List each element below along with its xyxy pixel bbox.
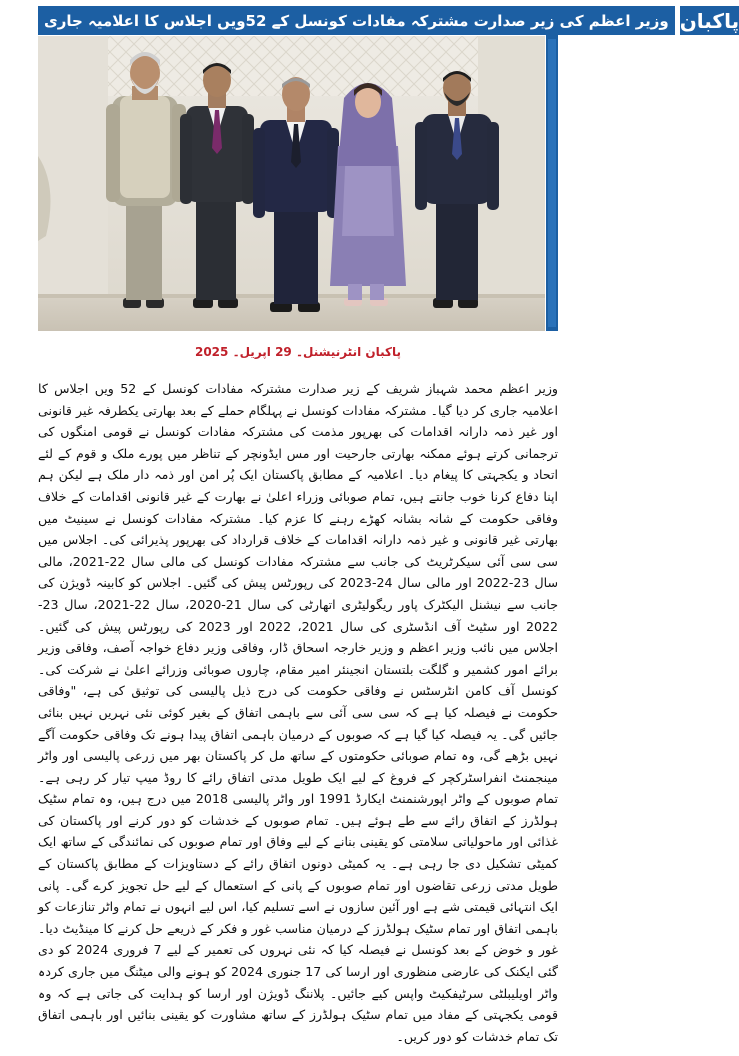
group-photo xyxy=(38,36,545,331)
side-stripe xyxy=(546,35,558,331)
group-photo-icon xyxy=(38,36,545,331)
brand-label: پاکبان xyxy=(678,6,739,35)
photo-caption: پاکبان انٹرنیشنل۔ 29 اپریل۔ 2025 xyxy=(194,345,402,359)
header-bar xyxy=(38,6,739,35)
headline: وزیر اعظم کی زیر صدارت مشترکہ مفادات کونسل کے 52ویں اجلاس کا اعلامیہ جاری xyxy=(38,6,675,35)
article-body: وزیر اعظم محمد شہباز شریف کے زیر صدارت مشترکہ مفادات کونسل کے 52 ویں اجلاس کا اعلامیہ جاری کر دیا گیا۔ مشترکہ مفادات کونسل نے پہلگام حملے کے بعد بھارتی یکطرفہ غیر قانونی اور غیر ذمہ دارانہ اقدامات کی بھرپور مذمت کی مشترکہ مفادات کونسل نے قومی امنگوں کی ترجمانی کرتے ہوئے ممکنہ بھارتی جارحیت اور مس ایڈونچر کے تناظر میں پورے ملک و قوم کے لئے اتحاد و یکجہتی کا پیغام دیا۔ اعلامیہ کے مطابق پاکستان ایک پُر امن اور ذمہ دار ملک ہے لیکن ہم اپنا دفاع کرنا خوب جانتے ہیں، تمام صوبائی وزراء اعلیٰ نے بھارت کے غیر قانونی اقدامات کے خلاف وفاقی حکومت کے شانہ بشانہ کھڑے رہنے کا عزم کیا۔ مشترکہ مفادات کونسل نے سینیٹ میں بھارتی غیر قانونی و غیر ذمہ دارانہ اقدامات کے خلاف قرارداد کی بھرپور پذیرائی کی۔ اجلاس میں سی سی آئی سیکرٹریٹ کی جانب سے مشترکہ مفادات کونسل کی مالی سال 22-2021، مالی سال 23-2022 اور مالی سال 24-2023 کی رپورٹس پیش کی گئیں۔ اجلاس کو کابینہ ڈویژن کی جانب سے نیشنل الیکٹرک پاور ریگولیٹری اتھارٹی کی سال 21-2020، سال 22-2021، سال 23-2022 اور سٹیٹ آف انڈسٹری کی سال 2021، 2022 اور 2023 کی رپورٹس پیش کی گئیں۔ اجلاس میں نائب وزیر اعظم و وزیر خارجہ اسحاق ڈار، وفاقی وزیر دفاع خواجہ آصف، وفاقی وزیر برائے امور کشمیر و گلگت بلتستان انجینئر امیر مقام، چاروں صوبائی وزرائے اعلیٰ نے شرکت کی۔ کونسل آف کامن انٹرسٹس نے وفاقی حکومت کی درج ذیل پالیسی کی توثیق کی ہے، "وفاقی حکومت نے فیصلہ کیا ہے کہ سی سی آئی سے باہمی اتفاق کے بغیر کوئی نئی نہریں نہیں بنائی جائیں گی۔ یہ فیصلہ کیا گیا ہے کہ صوبوں کے درمیان باہمی اتفاق پیدا ہونے تک وفاقی حکومت آگے نہیں بڑھے گی، وہ تمام صوبائی حکومتوں کے ساتھ مل کر پاکستان بھر میں زرعی پالیسی اور واٹر مینجمنٹ انفراسٹرکچر کے فروغ کے لیے ایک طویل مدتی اتفاق رائے کا روڈ میپ تیار کر رہی ہے۔ تمام صوبوں کے واٹر اپورشنمنٹ ایکارڈ 1991 اور واٹر پالیسی 2018 میں درج ہیں، وہ تمام سٹیک ہولڈرز کے اتفاق رائے سے طے ہوئے ہیں۔ تمام صوبوں کے خدشات کو دور کرنے اور پاکستان کی غذائی اور ماحولیاتی سلامتی کو یقینی بنانے کے لیے وفاق اور تمام صوبوں کی نمائندگی کے ساتھ ایک کمیٹی تشکیل دی جا رہی ہے۔ یہ کمیٹی دونوں اتفاق رائے کے دستاویزات کے مطابق پاکستان کے طویل مدتی زرعی تقاضوں اور تمام صوبوں کے پانی کے استعمال کے لیے حل تجویز کرے گی۔ پانی ایک انتہائی قیمتی شے ہے اور آئین سازوں نے اسے تسلیم کیا، اس لیے انہوں نے تمام واٹر تنازعات کو باہمی اتفاق اور تمام سٹیک ہولڈرز کے درمیان مناسب غور و فکر کے ذریعے حل کرنے کا مینڈیٹ دیا۔ غور و خوض کے بعد کونسل نے فیصلہ کیا کہ نئی نہروں کی تعمیر کے لیے 7 فروری 2024 کو دی گئی ایکنک کی عارضی منظوری اور ارسا کی 17 جنوری 2024 کو ہونے والی میٹنگ میں جاری کردہ واٹر اویلیبلٹی سرٹیفکیٹ واپس کیے جائیں۔ پلاننگ ڈویژن اور ارسا کو ہدایت کی جاتی ہے کہ وہ قومی یکجہتی کے مفاد میں تمام سٹیک ہولڈرز کے ساتھ مشاورت کو یقینی بنائیں اور باہمی اتفاق تک تمام خدشات کو دور کریں۔ xyxy=(38,381,559,1044)
